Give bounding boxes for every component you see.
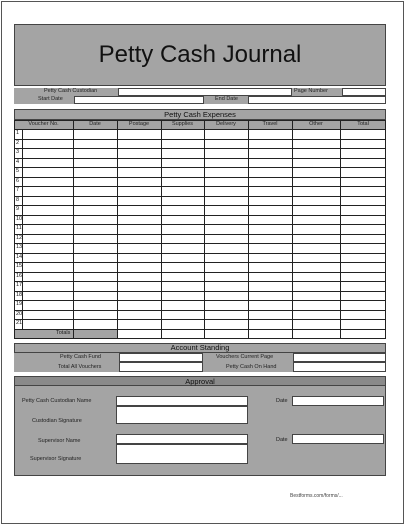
row-number: 3 (16, 149, 20, 155)
table-cell[interactable] (340, 186, 386, 196)
grid-line-horizontal (14, 338, 386, 339)
table-cell[interactable] (73, 319, 117, 329)
row-number: 21 (16, 320, 23, 326)
table-cell[interactable] (117, 167, 161, 177)
table-cell[interactable] (73, 129, 117, 139)
date-input-1[interactable] (292, 396, 384, 406)
supervisor-name-input[interactable] (116, 434, 248, 444)
row-number: 16 (16, 272, 23, 279)
grid-line-horizontal (14, 253, 386, 254)
vouchers-current-page-label: Vouchers Current Page (216, 354, 274, 360)
column-header: Travel (262, 121, 278, 127)
grid-line-vertical (292, 120, 293, 338)
table-cell[interactable] (161, 224, 204, 234)
table-cell[interactable] (161, 205, 204, 215)
table-cell[interactable] (73, 167, 117, 177)
table-cell[interactable] (117, 262, 161, 272)
table-cell[interactable] (204, 262, 248, 272)
table-cell[interactable] (248, 205, 292, 215)
grid-line-vertical (73, 120, 74, 338)
grid-line-vertical (385, 120, 386, 338)
table-cell[interactable] (340, 319, 386, 329)
grid-line-vertical (117, 120, 118, 338)
table-cell[interactable] (340, 300, 386, 310)
table-cell[interactable] (248, 186, 292, 196)
column-header: Total (357, 121, 369, 127)
grid-line-horizontal (14, 177, 386, 178)
table-cell[interactable] (292, 300, 340, 310)
petty-cash-fund-label: Petty Cash Fund (60, 354, 101, 360)
table-cell[interactable] (161, 167, 204, 177)
table-cell[interactable] (22, 129, 73, 139)
page-number-input[interactable] (342, 88, 386, 96)
page-title: Petty Cash Journal (98, 41, 302, 68)
table-cell[interactable] (248, 224, 292, 234)
table-cell[interactable] (292, 224, 340, 234)
table-cell[interactable] (340, 281, 386, 291)
table-cell[interactable] (340, 243, 386, 253)
end-date-input[interactable] (248, 96, 386, 104)
petty-cash-on-hand-label: Petty Cash On Hand (226, 364, 277, 370)
table-cell[interactable] (161, 281, 204, 291)
row-number: 4 (16, 158, 20, 165)
table-cell[interactable] (22, 319, 73, 329)
table-cell[interactable] (204, 281, 248, 291)
table-cell[interactable] (248, 300, 292, 310)
row-number: 10 (16, 215, 23, 222)
table-cell[interactable] (340, 205, 386, 215)
table-cell[interactable] (117, 300, 161, 310)
grid-line-horizontal (14, 186, 386, 187)
approval-section-title: Approval (185, 377, 215, 386)
grid-line-horizontal (14, 158, 386, 159)
table-cell[interactable] (22, 243, 73, 253)
grid-line-horizontal (14, 148, 386, 149)
grid-line-horizontal (14, 262, 386, 263)
column-header: Postage (128, 121, 150, 127)
table-cell[interactable] (292, 129, 340, 139)
custodian-label: Petty Cash Custodian (44, 88, 98, 94)
table-cell[interactable] (292, 205, 340, 215)
custodian-signature-input[interactable] (116, 406, 248, 424)
table-cell[interactable] (161, 262, 204, 272)
table-cell[interactable] (22, 224, 73, 234)
row-number-divider (22, 129, 23, 329)
table-cell[interactable] (73, 262, 117, 272)
row-number: 13 (16, 244, 23, 250)
title-banner (14, 24, 386, 86)
table-cell[interactable] (22, 167, 73, 177)
grid-line-vertical (14, 120, 15, 338)
table-cell[interactable] (292, 186, 340, 196)
table-cell[interactable] (22, 300, 73, 310)
table-cell[interactable] (117, 205, 161, 215)
table-cell[interactable] (204, 205, 248, 215)
expenses-section-title: Petty Cash Expenses (164, 110, 236, 119)
vouchers-current-page-input[interactable] (293, 353, 386, 362)
table-cell[interactable] (117, 186, 161, 196)
table-cell[interactable] (117, 148, 161, 158)
grid-line-vertical (161, 120, 162, 338)
row-number: 11 (16, 225, 22, 231)
table-cell[interactable] (22, 281, 73, 291)
row-number: 2 (16, 139, 20, 146)
table-cell[interactable] (248, 167, 292, 177)
grid-line-vertical (204, 120, 205, 338)
grid-line-horizontal (14, 196, 386, 197)
row-number: 20 (16, 310, 23, 317)
grid-line-horizontal (14, 329, 386, 330)
table-cell[interactable] (161, 319, 204, 329)
grid-line-horizontal (14, 243, 386, 244)
grid-line-horizontal (14, 291, 386, 292)
date-input-2[interactable] (292, 434, 384, 444)
grid-line-horizontal (14, 272, 386, 273)
date-label-1: Date (276, 398, 288, 404)
column-header: Other (309, 121, 323, 127)
supervisor-signature-label: Supervisor Signature (30, 456, 82, 462)
grid-line-horizontal (14, 120, 386, 121)
grid-line-vertical (248, 120, 249, 338)
total-all-vouchers-label: Total All Vouchers (58, 364, 102, 370)
table-cell[interactable] (204, 300, 248, 310)
row-number: 19 (16, 301, 23, 307)
table-cell[interactable] (117, 129, 161, 139)
grid-line-horizontal (14, 234, 386, 235)
row-number: 7 (16, 187, 20, 193)
grid-line-horizontal (14, 224, 386, 225)
row-number: 15 (16, 263, 23, 269)
row-number: 8 (16, 196, 20, 203)
table-cell[interactable] (292, 319, 340, 329)
custodian-input[interactable] (118, 88, 292, 96)
table-cell[interactable] (248, 281, 292, 291)
table-cell[interactable] (204, 167, 248, 177)
row-number: 6 (16, 177, 20, 184)
grid-line-horizontal (14, 167, 386, 168)
custodian-name-label: Petty Cash Custodian Name (22, 398, 92, 404)
table-cell[interactable] (340, 262, 386, 272)
table-cell[interactable] (22, 148, 73, 158)
column-header: Date (89, 121, 101, 127)
table-cell[interactable] (204, 129, 248, 139)
table-cell[interactable] (73, 148, 117, 158)
table-cell[interactable] (117, 224, 161, 234)
row-number: 18 (16, 291, 23, 298)
supervisor-signature-input[interactable] (116, 444, 248, 464)
table-cell[interactable] (117, 319, 161, 329)
start-date-input[interactable] (74, 96, 204, 104)
grid-line-horizontal (14, 319, 386, 320)
supervisor-name-label: Supervisor Name (38, 438, 81, 444)
row-number: 5 (16, 168, 20, 174)
table-cell[interactable] (22, 186, 73, 196)
table-cell[interactable] (340, 148, 386, 158)
grid-line-horizontal (14, 281, 386, 282)
table-cell[interactable] (204, 224, 248, 234)
column-header: Voucher No. (28, 121, 59, 127)
custodian-signature-label: Custodian Signature (32, 418, 82, 424)
table-cell[interactable] (248, 243, 292, 253)
table-cell[interactable] (22, 262, 73, 272)
table-cell[interactable] (73, 186, 117, 196)
table-cell[interactable] (340, 129, 386, 139)
table-cell[interactable] (340, 167, 386, 177)
table-cell[interactable] (73, 281, 117, 291)
end-date-label: End Date (215, 96, 238, 102)
table-cell[interactable] (292, 148, 340, 158)
table-cell[interactable] (161, 186, 204, 196)
table-cell[interactable] (204, 186, 248, 196)
row-number: 17 (16, 282, 23, 288)
table-cell[interactable] (161, 300, 204, 310)
column-header: Delivery (216, 121, 236, 127)
grid-line-horizontal (14, 215, 386, 216)
column-header: Supplies (171, 121, 194, 127)
totals-label: Totals (56, 329, 71, 336)
row-number: 9 (16, 206, 20, 212)
table-cell[interactable] (248, 129, 292, 139)
table-cell[interactable] (117, 243, 161, 253)
grid-line-vertical (340, 120, 341, 338)
grid-line-horizontal (14, 139, 386, 140)
table-cell[interactable] (204, 243, 248, 253)
start-date-label: Start Date (38, 96, 63, 102)
table-cell[interactable] (248, 319, 292, 329)
account-section-title: Account Standing (170, 343, 230, 352)
grid-line-horizontal (14, 129, 386, 130)
table-cell[interactable] (204, 148, 248, 158)
grid-line-horizontal (14, 310, 386, 311)
table-cell[interactable] (73, 224, 117, 234)
table-cell[interactable] (161, 243, 204, 253)
table-cell[interactable] (292, 243, 340, 253)
custodian-name-input[interactable] (116, 396, 248, 406)
table-cell[interactable] (73, 243, 117, 253)
table-cell[interactable] (117, 281, 161, 291)
table-cell[interactable] (292, 167, 340, 177)
grid-line-horizontal (14, 205, 386, 206)
petty-cash-fund-input[interactable] (119, 353, 203, 362)
total-all-vouchers-input[interactable] (119, 362, 203, 372)
grid-line-horizontal (14, 300, 386, 301)
table-cell[interactable] (161, 148, 204, 158)
table-cell[interactable] (292, 262, 340, 272)
footer-credit: Bestforms.com/forms/... (290, 493, 343, 499)
table-cell[interactable] (248, 262, 292, 272)
page-number-label: Page Number (294, 88, 328, 94)
row-number: 1 (16, 130, 20, 136)
table-cell[interactable] (340, 224, 386, 234)
table-cell[interactable] (22, 205, 73, 215)
row-number: 14 (16, 253, 23, 260)
table-cell[interactable] (73, 300, 117, 310)
table-cell[interactable] (73, 205, 117, 215)
table-cell[interactable] (204, 319, 248, 329)
table-cell[interactable] (248, 148, 292, 158)
table-cell[interactable] (161, 129, 204, 139)
petty-cash-on-hand-input[interactable] (293, 362, 386, 372)
date-label-2: Date (276, 437, 288, 443)
table-cell[interactable] (292, 281, 340, 291)
row-number: 12 (16, 234, 23, 241)
